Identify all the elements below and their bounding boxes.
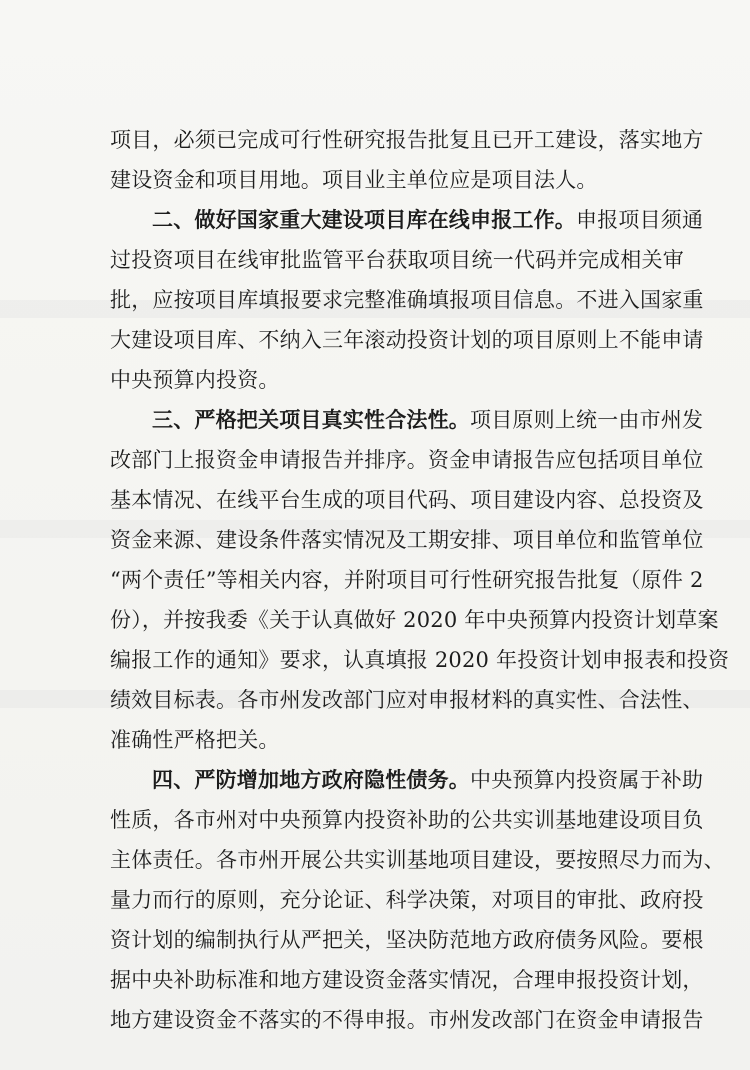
text-line: 准确性严格把关。	[110, 728, 280, 752]
text-line: 编报工作的通知》要求，认真填报 2020 年投资计划申报表和投资	[110, 648, 730, 672]
paragraph-first-line	[110, 400, 704, 440]
text-line: 地方建设资金不落实的不得申报。市州发改部门在资金申请报告	[110, 1008, 704, 1032]
text-line: 主体责任。各市州开展公共实训基地项目建设，要按照尽力而为、	[110, 848, 725, 872]
text-line: 项目，必须已完成可行性研究报告批复且已开工建设，落实地方	[110, 128, 704, 152]
text-line: 批，应按项目库填报要求完整准确填报项目信息。不进入国家重	[110, 288, 704, 312]
text-line: 建设资金和项目用地。项目业主单位应是项目法人。	[110, 168, 598, 192]
text-line: 中央预算内投资。	[110, 368, 280, 392]
text-span: 申报项目须通	[576, 208, 704, 232]
document-body	[110, 120, 730, 1040]
text-line: “两个责任”等相关内容，并附项目可行性研究报告批复（原件 2	[110, 568, 704, 592]
text-span: 中央预算内投资属于补助	[470, 768, 704, 792]
text-line: 改部门上报资金申请报告并排序。资金申请报告应包括项目单位	[110, 448, 704, 472]
text-line: 量力而行的原则，充分论证、科学决策，对项目的审批、政府投	[110, 888, 704, 912]
text-line: 绩效目标表。各市州发改部门应对申报材料的真实性、合法性、	[110, 688, 704, 712]
text-line: 过投资项目在线审批监管平台获取项目统一代码并完成相关审	[110, 248, 684, 272]
text-line: 据中央补助标准和地方建设资金落实情况，合理申报投资计划，	[110, 968, 704, 992]
text-line: 资金来源、建设条件落实情况及工期安排、项目单位和监管单位	[110, 528, 704, 552]
section-heading: 二、做好国家重大建设项目库在线申报工作。	[152, 208, 576, 232]
text-line: 大建设项目库、不纳入三年滚动投资计划的项目原则上不能申请	[110, 328, 704, 352]
text-line: 基本情况、在线平台生成的项目代码、项目建设内容、总投资及	[110, 488, 704, 512]
paragraph-first-line	[110, 200, 704, 240]
text-line: 资计划的编制执行从严把关，坚决防范地方政府债务风险。要根	[110, 928, 704, 952]
text-line: 份），并按我委《关于认真做好 2020 年中央预算内投资计划草案	[110, 608, 719, 632]
paragraph-first-line	[110, 760, 704, 800]
section-heading: 三、严格把关项目真实性合法性。	[152, 408, 470, 432]
text-span: 项目原则上统一由市州发	[470, 408, 704, 432]
text-line: 性质，各市州对中央预算内投资补助的公共实训基地建设项目负	[110, 808, 704, 832]
section-heading: 四、严防增加地方政府隐性债务。	[152, 768, 470, 792]
